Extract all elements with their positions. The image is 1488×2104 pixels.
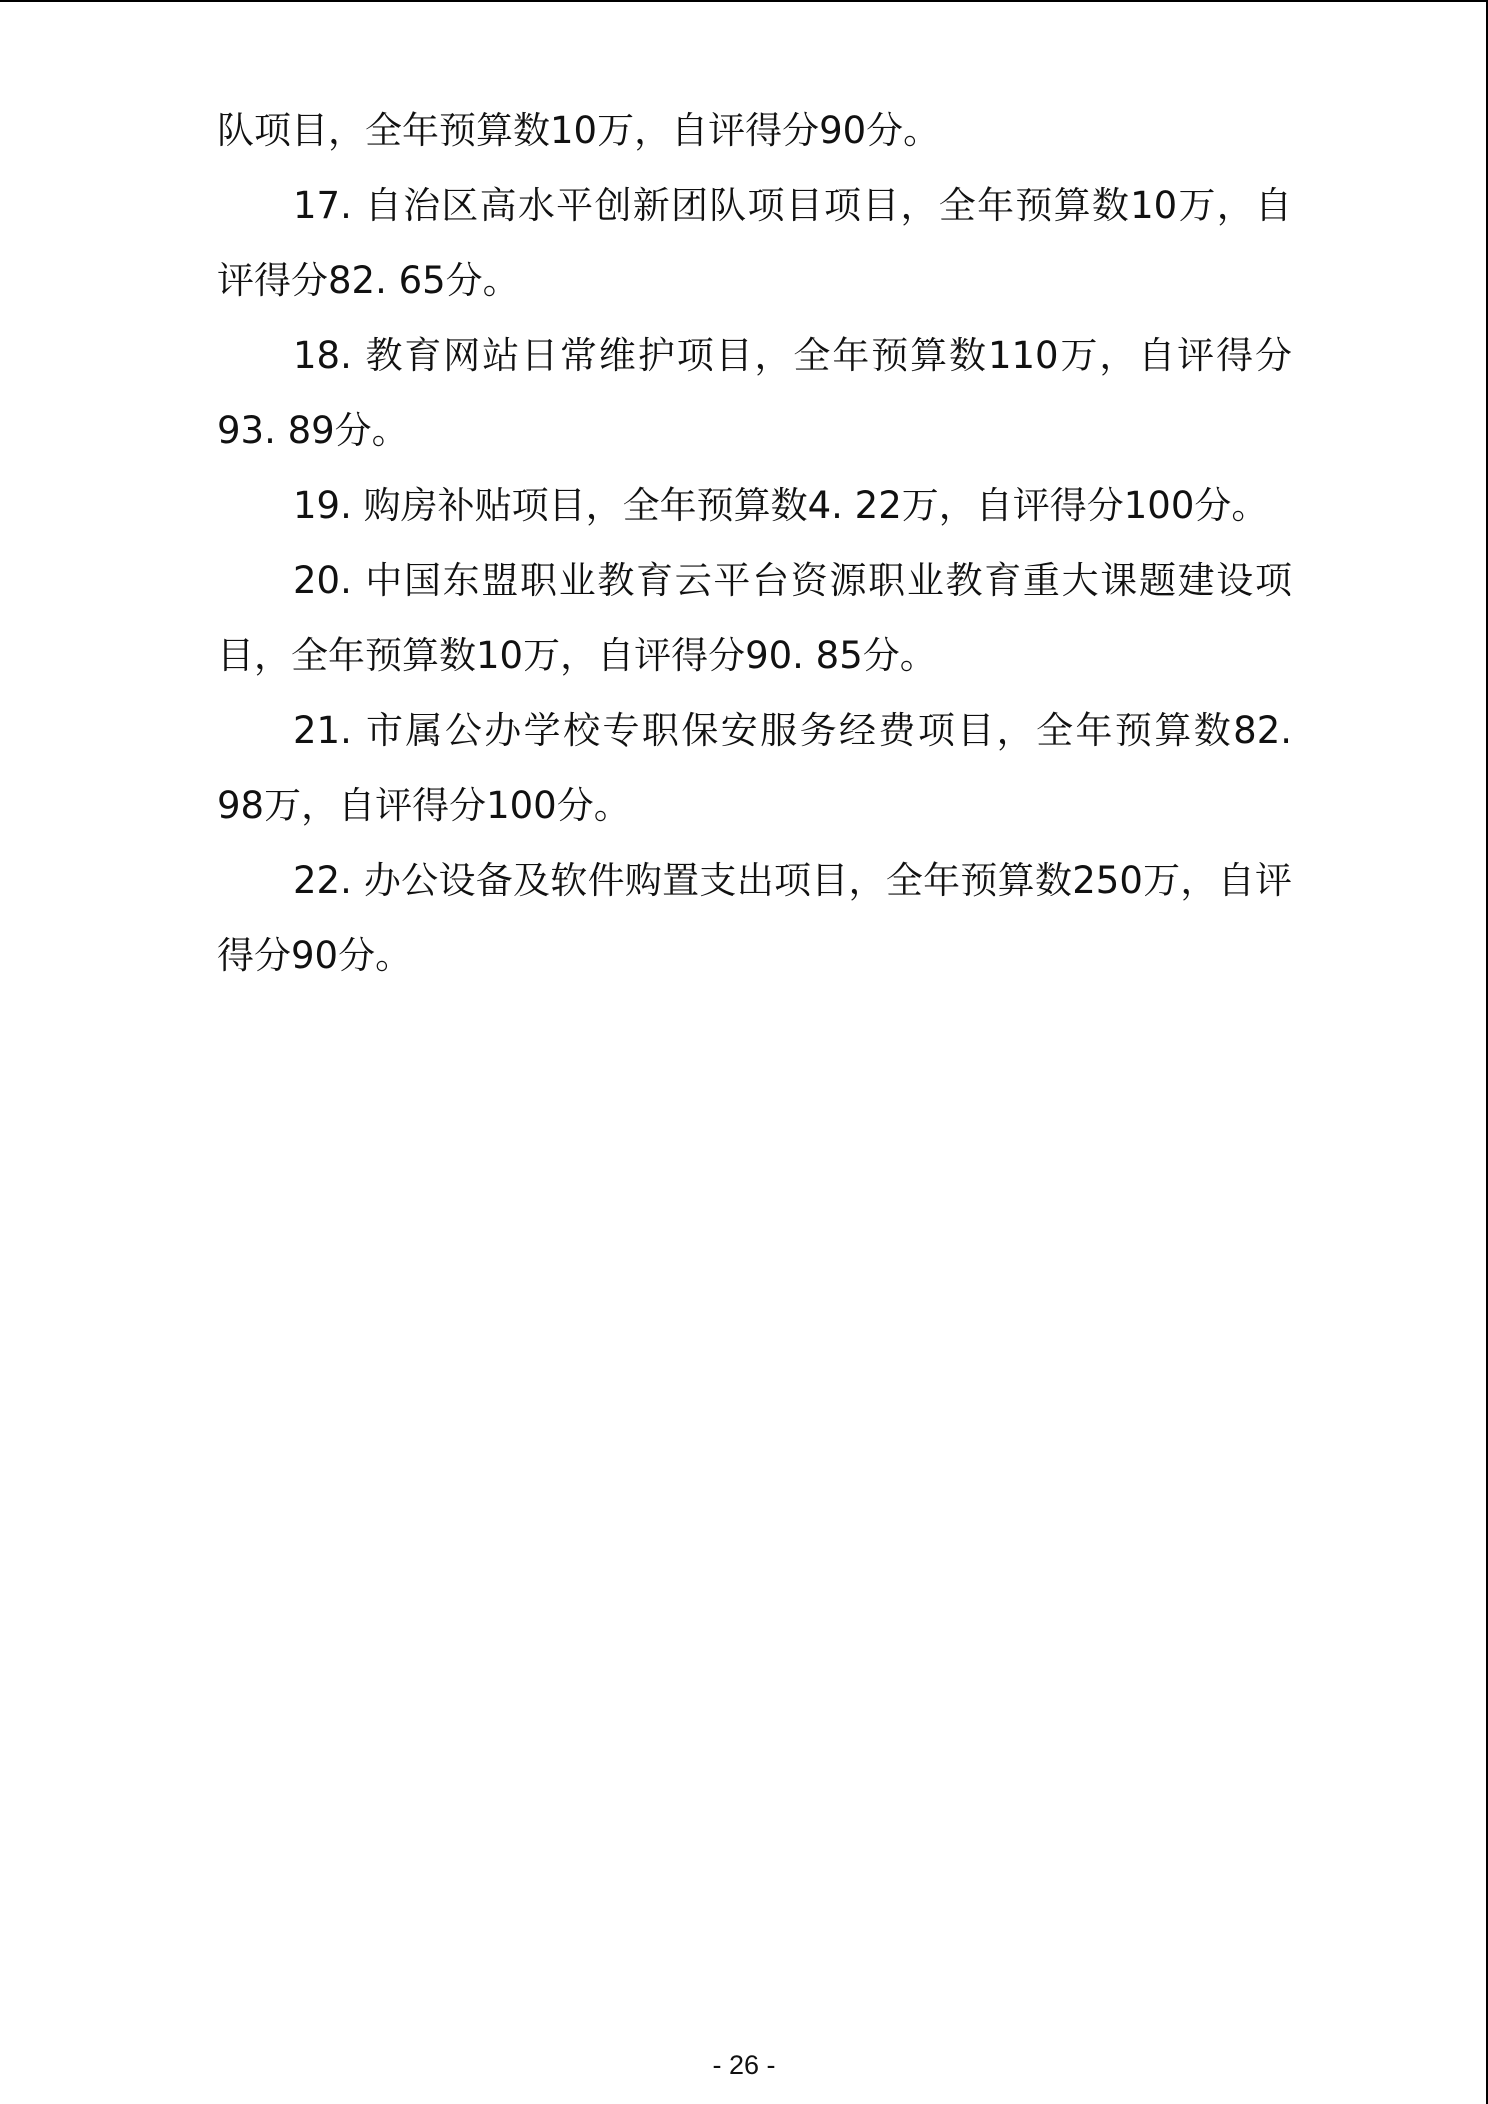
paragraph-item-21: 21. 市属公办学校专职保安服务经费项目，全年预算数82. 98万，自评得分100分。 xyxy=(217,709,1292,827)
paragraph-item-18: 18. 教育网站日常维护项目，全年预算数110万，自评得分93. 89分。 xyxy=(217,334,1292,452)
paragraph-item-20: 20. 中国东盟职业教育云平台资源职业教育重大课题建设项目，全年预算数10万，自评得分90. 85分。 xyxy=(217,559,1292,677)
body-text xyxy=(217,93,1292,993)
paragraph-continuation: 队项目，全年预算数10万，自评得分90分。 xyxy=(217,109,941,152)
paragraph-item-17: 17. 自治区高水平创新团队项目项目，全年预算数10万，自评得分82. 65分。 xyxy=(217,184,1292,302)
paragraph-item-19: 19. 购房补贴项目，全年预算数4. 22万，自评得分100分。 xyxy=(293,484,1269,527)
page-number: - 26 - xyxy=(712,2050,776,2080)
paragraph-item-22: 22. 办公设备及软件购置支出项目，全年预算数250万，自评得分90分。 xyxy=(217,859,1292,977)
